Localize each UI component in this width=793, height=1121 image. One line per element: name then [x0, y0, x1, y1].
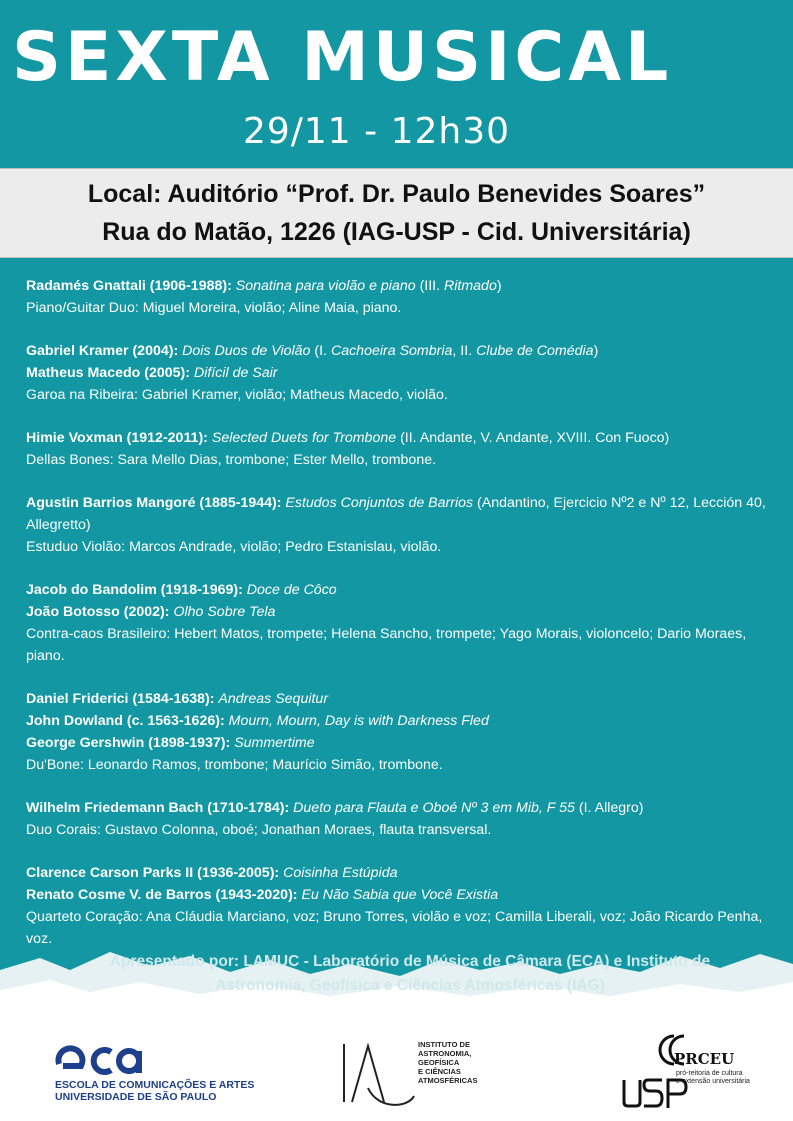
piece-line	[26, 732, 771, 754]
work-title: Eu Não Sabia que Você Existia	[301, 887, 499, 903]
work-title: Summertime	[234, 735, 315, 751]
performers: Piano/Guitar Duo: Miguel Moreira, violão; Aline Maia, piano.	[26, 300, 402, 316]
piece-line	[26, 710, 771, 732]
piece-line	[26, 340, 771, 362]
program-item	[26, 579, 771, 667]
performers: Dellas Bones: Sara Mello Dias, trombone; Ester Mello, trombone.	[26, 452, 437, 468]
work-detail: (I. Allegro)	[574, 800, 644, 816]
composer: Agustin Barrios Mangoré (1885-1944):	[26, 495, 282, 511]
work-title: Mourn, Mourn, Day is with Darkness Fled	[228, 713, 489, 729]
performers: Quarteto Coração: Ana Cláudia Marciano, voz; Bruno Torres, violão e voz; Camilla Liberali, voz; João Ricardo Penha, voz.	[26, 909, 763, 947]
eca-logo	[55, 1042, 255, 1112]
work-detail: )	[593, 343, 599, 359]
eca-name: ESCOLA DE COMUNICAÇÕES E ARTES	[55, 1079, 255, 1091]
performers: Du'Bone: Leonardo Ramos, trombone; Maurício Simão, trombone.	[26, 757, 443, 773]
work-detail: )	[496, 278, 502, 294]
work-title: Doce de Côco	[246, 582, 337, 598]
composer: João Botosso (2002):	[26, 604, 170, 620]
work-detail: (Andantino, Ejercicio Nº2 e Nº 12, Lección 40, Allegretto)	[26, 495, 766, 533]
composer: Radamés Gnattali (1906-1988):	[26, 278, 232, 294]
piece-line	[26, 862, 771, 884]
movement-title: Ritmado	[444, 278, 497, 294]
movement-title: Clube de Comédia	[476, 343, 594, 359]
work-detail: (III.	[415, 278, 444, 294]
program-item	[26, 492, 771, 558]
usp-logo-icon	[620, 1076, 690, 1110]
program-item	[26, 797, 771, 841]
work-detail: (I.	[310, 343, 331, 359]
work-title: Sonatina para violão e piano	[235, 278, 416, 294]
iag-logo-text: INSTITUTO DE ASTRONOMIA, GEOFÍSICA E CIÊNCIAS ATMOSFÉRICAS	[418, 1040, 478, 1085]
piece-line	[26, 601, 771, 623]
piece-line	[26, 797, 771, 819]
program-list	[26, 275, 771, 971]
work-title: Dueto para Flauta e Oboé Nº 3 em Mib, F 55	[293, 800, 575, 816]
usp-name: UNIVERSIDADE DE SÃO PAULO	[55, 1091, 217, 1103]
composer: Clarence Carson Parks II (1936-2005):	[26, 865, 280, 881]
composer: George Gershwin (1898-1937):	[26, 735, 231, 751]
event-title: SEXTA MUSICAL	[12, 18, 673, 97]
work-title: Difícil de Sair	[193, 365, 278, 381]
composer: Himie Voxman (1912-2011):	[26, 430, 208, 446]
performers: Duo Corais: Gustavo Colonna, oboé; Jonathan Moraes, flauta transversal.	[26, 822, 492, 838]
movement-title: Cachoeira Sombria	[330, 343, 453, 359]
work-title: Coisinha Estúpida	[283, 865, 398, 881]
work-detail: , II.	[452, 343, 477, 359]
presented-by-line: Apresentado por: LAMUC - Laboratório de Música de Câmara (ECA) e Instituto de	[109, 953, 711, 970]
prceu-name: PRCEU	[674, 1050, 735, 1068]
composer: Matheus Macedo (2005):	[26, 365, 190, 381]
venue-name: Local: Auditório “Prof. Dr. Paulo Benevides Soares”	[87, 180, 706, 208]
work-title: Andreas Sequitur	[218, 691, 329, 707]
iag-logo-icon	[338, 1038, 418, 1110]
composer: Daniel Friderici (1584-1638):	[26, 691, 215, 707]
piece-line	[26, 275, 771, 297]
composer: Wilhelm Friedemann Bach (1710-1784):	[26, 800, 290, 816]
work-title: Dois Duos de Violão	[182, 343, 311, 359]
prceu-logo	[620, 1030, 780, 1112]
program-item	[26, 688, 771, 776]
program-item	[26, 427, 771, 471]
composer: Gabriel Kramer (2004):	[26, 343, 179, 359]
venue-address: Rua do Matão, 1226 (IAG-USP - Cid. Universitária)	[102, 218, 691, 246]
work-title: Selected Duets for Trombone	[211, 430, 397, 446]
eca-logo-icon	[55, 1042, 145, 1076]
performers: Garoa na Ribeira: Gabriel Kramer, violão; Matheus Macedo, violão.	[26, 387, 448, 403]
piece-line	[26, 884, 771, 906]
performers: Contra-caos Brasileiro: Hebert Matos, trompete; Helena Sancho, trompete; Yago Morais, violoncelo; Dario Moraes, piano.	[26, 626, 747, 664]
piece-line	[26, 427, 771, 449]
program-item	[26, 340, 771, 406]
composer: Renato Cosme V. de Barros (1943-2020):	[26, 887, 298, 903]
piece-line	[26, 492, 771, 536]
program-item	[26, 275, 771, 319]
venue-banner	[0, 168, 793, 258]
iag-logo	[338, 1038, 508, 1110]
prceu-subtitle: pró-reitoria de cultura e extensão universitária	[676, 1070, 750, 1085]
performers: Estuduo Violão: Marcos Andrade, violão; Pedro Estanislau, violão.	[26, 539, 442, 555]
piece-line	[26, 579, 771, 601]
event-date: 29/11 - 12h30	[242, 111, 511, 152]
eca-logo-text	[55, 1079, 254, 1103]
composer: John Dowland (c. 1563-1626):	[26, 713, 225, 729]
work-title: Olho Sobre Tela	[173, 604, 276, 620]
work-detail: (II. Andante, V. Andante, XVIII. Con Fuoco)	[396, 430, 670, 446]
piece-line	[26, 688, 771, 710]
work-title: Estudos Conjuntos de Barrios	[285, 495, 474, 511]
presented-by-line: Astronomia, Geofísica e Ciências Atmosféricas (IAG)	[215, 977, 605, 994]
presented-by	[60, 950, 760, 998]
piece-line	[26, 362, 771, 384]
composer: Jacob do Bandolim (1918-1969):	[26, 582, 243, 598]
